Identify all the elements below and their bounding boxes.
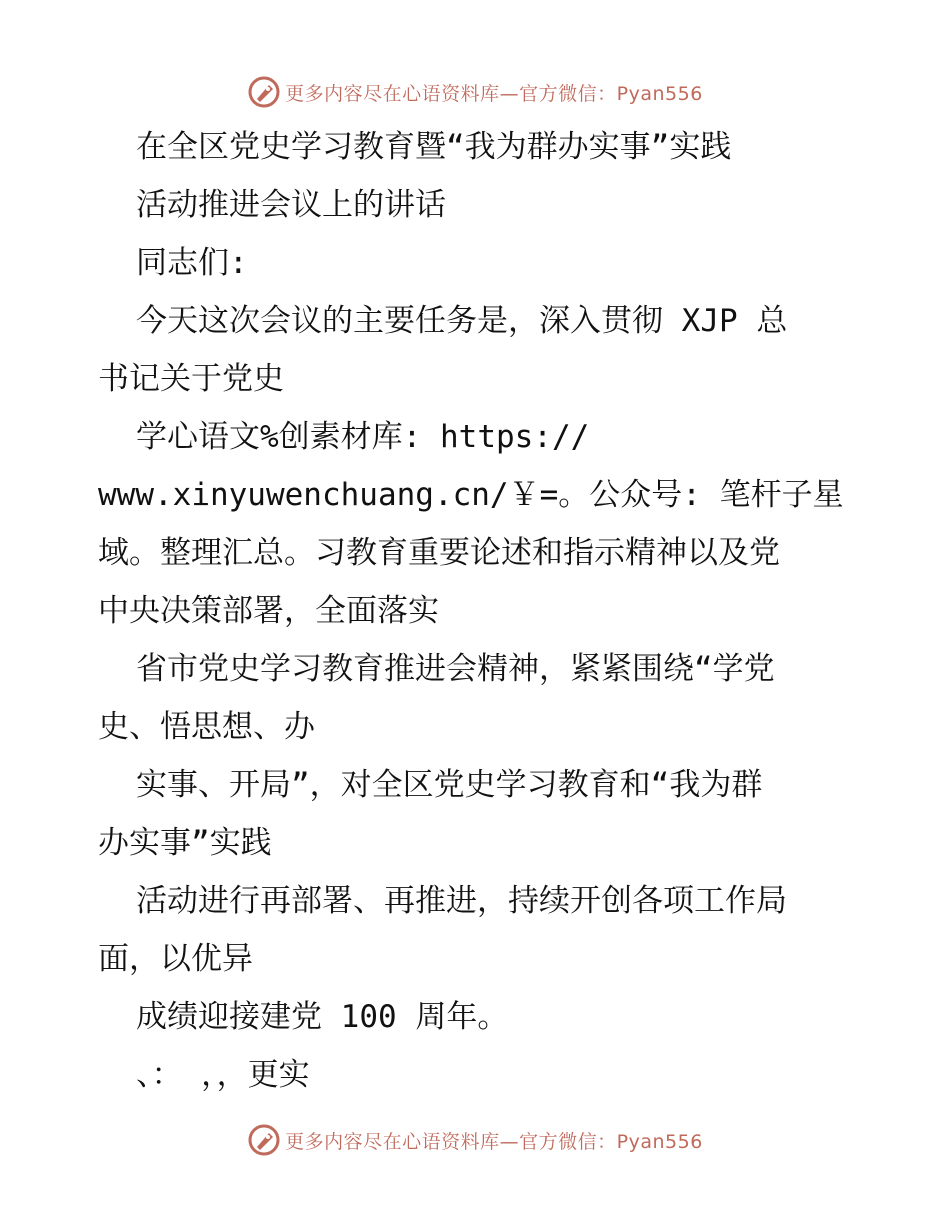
watermark-footer (0, 1120, 950, 1160)
text-line: 同志们: (136, 245, 248, 281)
pen-nib-circle-icon (247, 1123, 281, 1157)
text-line: 史、悟思想、办 (98, 709, 315, 745)
text-line: 今天这次会议的主要任务是，深入贯彻 XJP 总 (136, 303, 788, 339)
watermark-text: 更多内容尽在心语资料库—官方微信：Pyan556 (285, 82, 703, 105)
text-line: www.xinyuwenchuang.cn/￥=。公众号: 笔杆子星 (98, 477, 844, 513)
document-body (98, 118, 858, 1104)
text-line: 活动进行再部署、再推进，持续开创各项工作局 (136, 883, 787, 919)
text-line: 面，以优异 (98, 941, 253, 977)
text-line: 成绩迎接建党 100 周年。 (136, 999, 509, 1035)
text-line: 实事、开局”，对全区党史学习教育和“我为群 (136, 767, 763, 803)
text-line: 学心语文%创素材库: https:// (136, 419, 590, 455)
watermark-header (0, 72, 950, 112)
text-line: 域。整理汇总。习教育重要论述和指示精神以及党 (98, 535, 780, 571)
text-line: 中央决策部署，全面落实 (98, 593, 439, 629)
watermark-text: 更多内容尽在心语资料库—官方微信：Pyan556 (285, 1130, 703, 1153)
text-line: 办实事”实践 (98, 825, 272, 861)
text-line: 活动推进会议上的讲话 (136, 187, 446, 223)
text-line: 、： ，，更实 (136, 1057, 310, 1093)
text-line: 书记关于党史 (98, 361, 284, 397)
pen-nib-circle-icon (247, 75, 281, 109)
text-line: 在全区党史学习教育暨“我为群办实事”实践 (136, 129, 732, 165)
text-line: 省市党史学习教育推进会精神，紧紧围绕“学党 (136, 651, 775, 687)
